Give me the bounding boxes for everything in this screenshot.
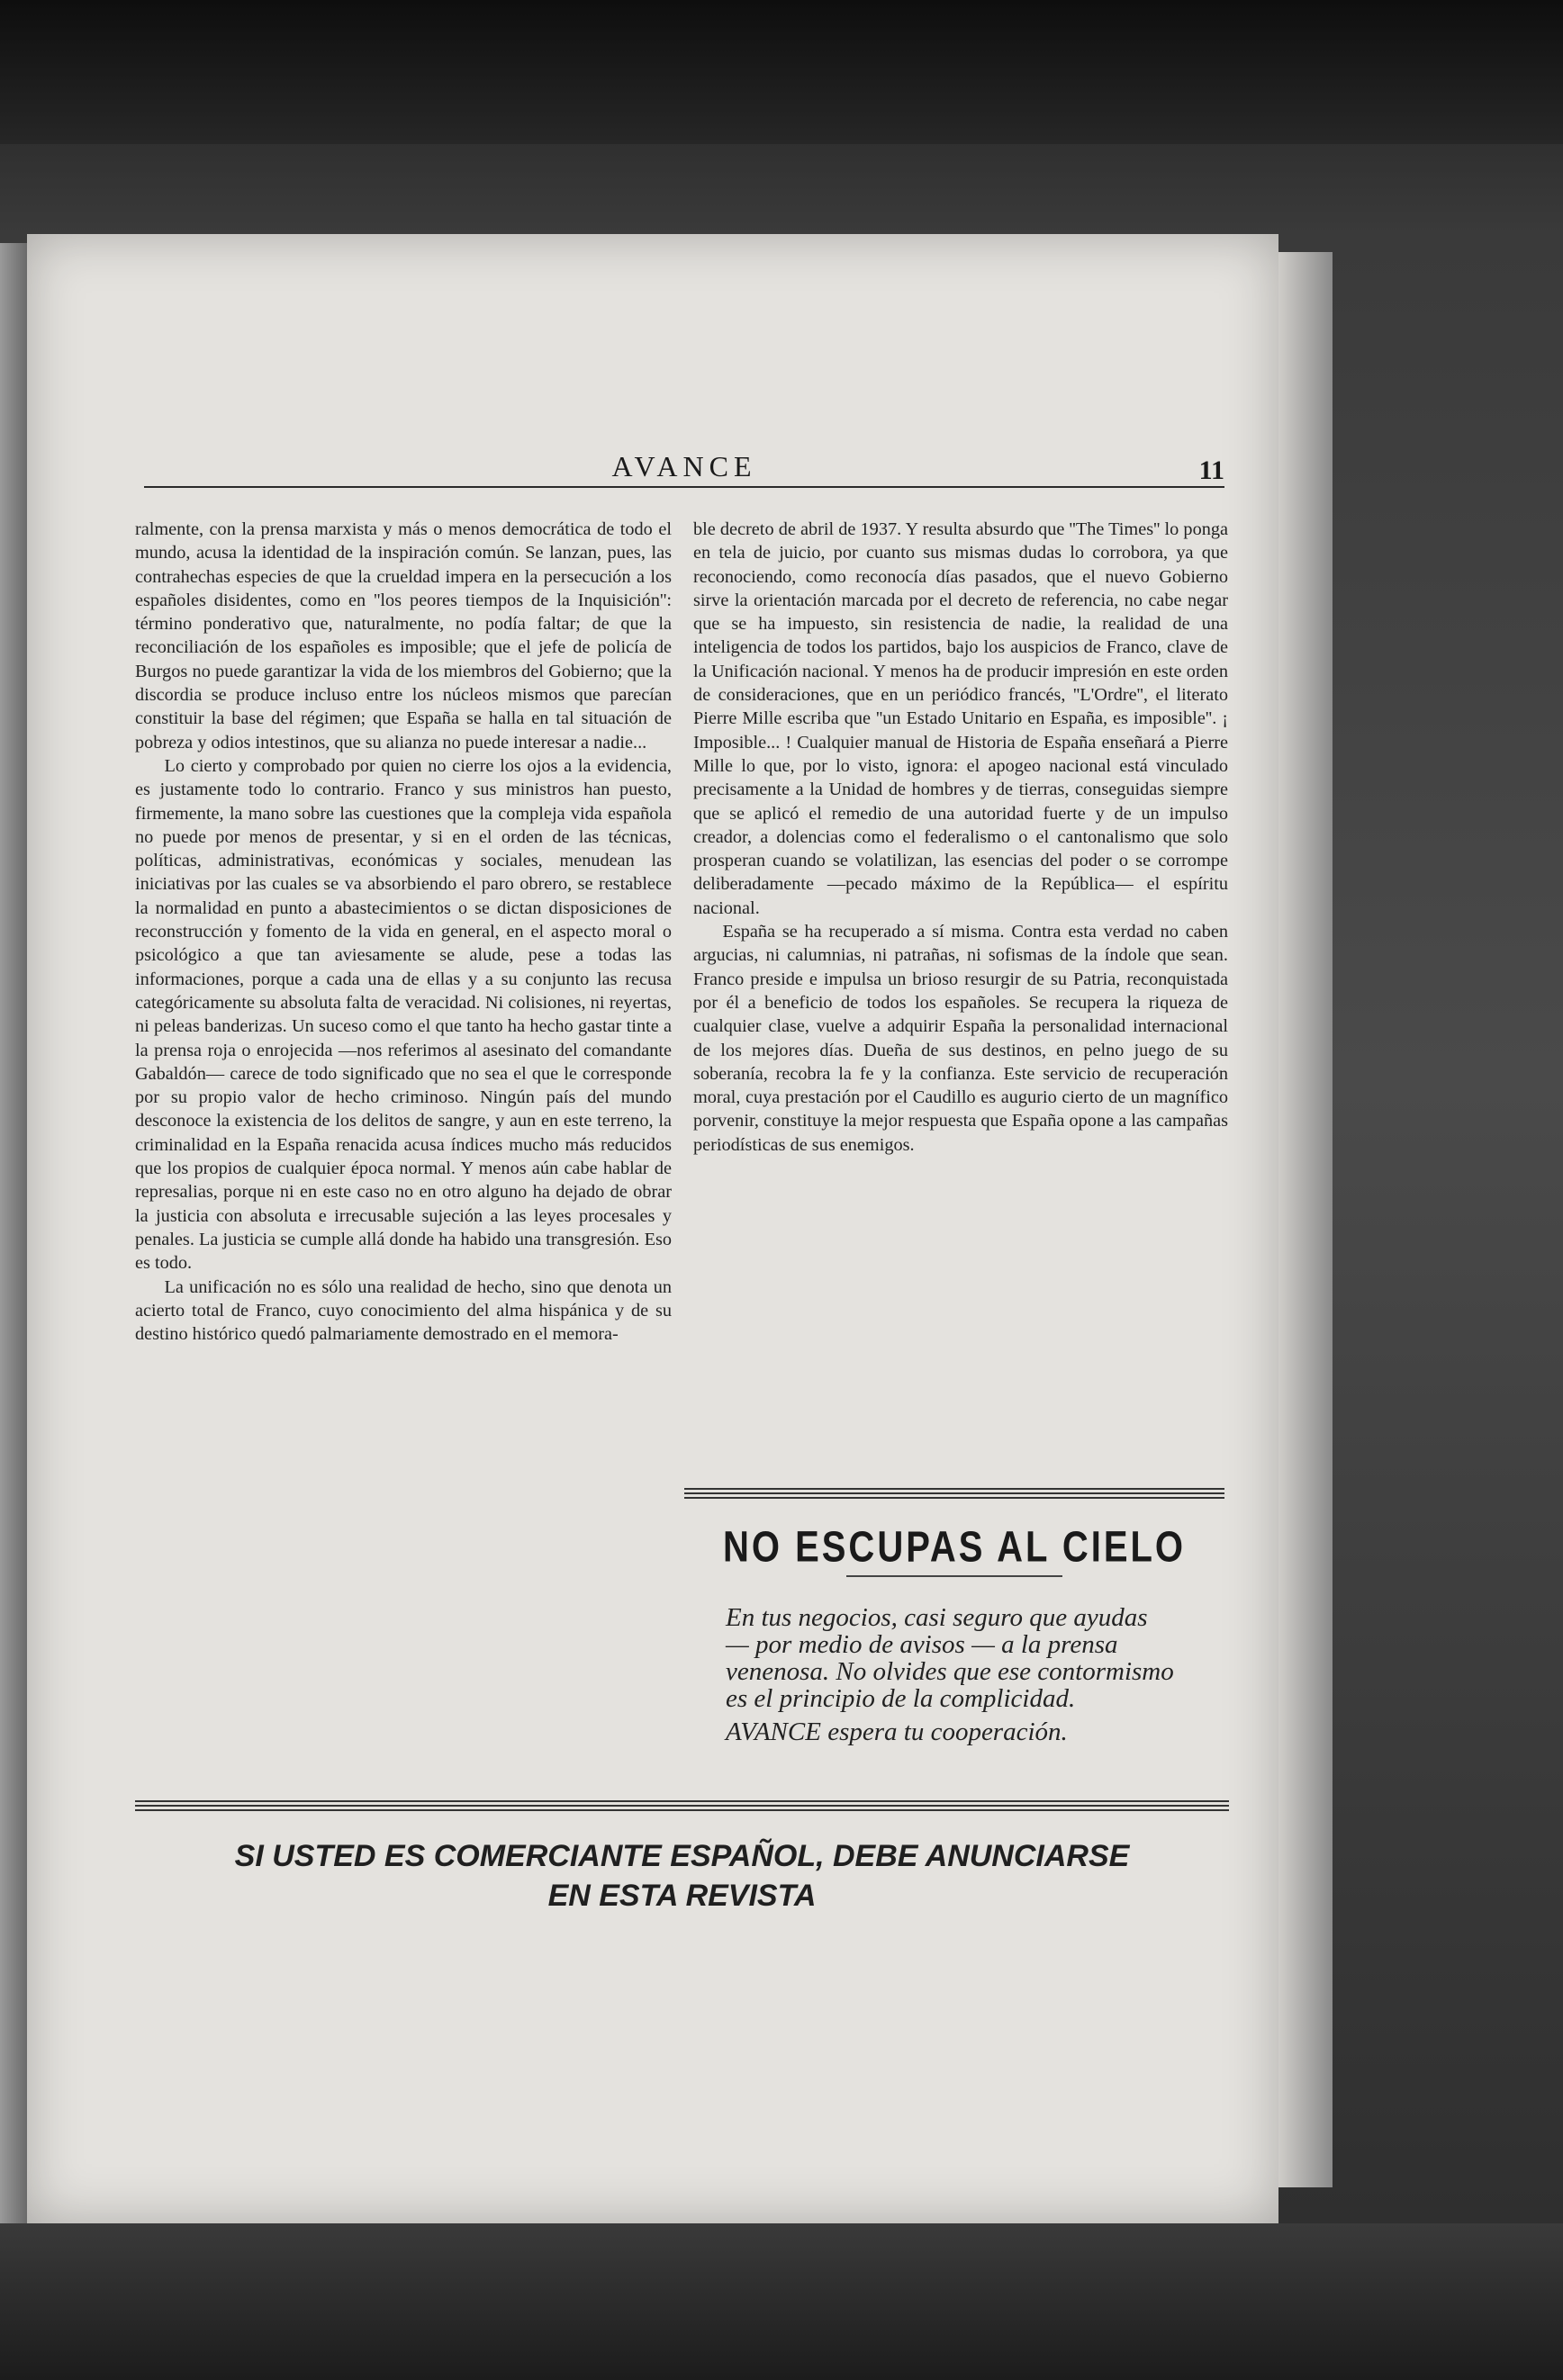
paragraph: Lo cierto y comprobado por quien no cierre los ojos a la evidencia, es justamente todo lo contrario. Franco y sus ministros han puesto, firmemente, la mano sobre las cuestiones que la compleja vida española no puede por menos de presentar, y si en el orden de las técnicas, políticas, administrativas, económicas y sociales, menudean las iniciativas por las cuales se va absorbiendo el paro obrero, se restablece la normalidad en punto a abastecimientos o se dictan disposiciones de reconstrucción y fomento de la vida en general, en el aspecto moral o psicológico a que tan aviesamente se alude, pese a todas las informaciones, porque a cada una de ellas y a su conjunto las recusa categóricamente su absoluta falta de veracidad. Ni colisiones, ni reyertas, ni peleas banderizas. Un suceso como el que tanto ha hecho gastar tinte a la prensa roja o enrojecida —nos referimos al asesinato del comandante Gabaldón— carece de todo significado que no sea el que le corresponde por su propio valor de hecho criminoso. Ningún país del mundo desconoce la existencia de los delitos de sangre, y aun en este terreno, la criminalidad en la España renacida acusa índices mucho más reducidos que los propios de cualquier época normal. Y menos aún cabe hablar de represalias, porque ni en este caso no en otro alguno ha dejado de obrar la justicia con absoluta e irrecusable sujeción a las leyes procesales y penales. La justicia se cumple allá donde ha habido una transgresión. Eso es todo. (135, 755, 672, 1274)
paragraph: La unificación no es sólo una realidad de hecho, sino que denota un acierto total de Franco, cuyo conocimiento del alma hispánica y de su destino histórico quedó palmariamente demostrado en el memora- (135, 1276, 672, 1345)
ad-text: En tus negocios, casi seguro que ayudas — por medio de avisos — a la prensa venenosa. No olvides que ese contormismo es el principio de la complicidad. (726, 1603, 1174, 1713)
rule-line (135, 1800, 1229, 1802)
running-header (144, 450, 1224, 486)
paragraph: ble decreto de abril de 1937. Y resulta absurdo que ''The Times'' lo ponga en tela de juicio, por cuanto sus mismas dudas lo corrobora, ya que reconociendo, como reconocía días pasados, que el nuevo Gobierno sirve la orientación marcada por el decreto de referencia, no cabe negar que se ha impuesto, sin resistencia de nadie, la realidad de una inteligencia de todos los partidos, bajo los auspicios de Franco, clave de la Unificación nacional. Y menos ha de producir impresión en este orden de consideraciones, que en un periódico francés, ''L'Ordre'', el literato Pierre Mille escriba que ''un Estado Unitario en España, es imposible''. ¡ Imposible... ! Cualquier manual de Historia de España enseñará a Pierre Mille lo que, por lo visto, ignora: el apogeo nacional está vinculado precisamente a la Unidad de hombres y de tierras, conseguidas siempre que se aplicó el remedio de una autoridad fuerte y de un impulso creador, a dolencias como el federalismo o el cantonalismo que solo prosperan cuando se volatilizan, las esencias del poder o se corrompe deliberadamente —pecado máximo de la República— el espíritu nacional. (693, 519, 1228, 918)
advertisement-box (684, 1488, 1224, 1794)
paragraph: ralmente, con la prensa marxista y más o menos democrática de todo el mundo, acusa la identidad de la inspiración común. Se lanzan, pues, las contrahechas especies de que la crueldad impera en la persecución a los españoles disidentes, como en ''los peores tiempos de la Inquisición'': término ponderativo que, naturalmente, no podía faltar; de que la reconciliación de los españoles es imposible; que el jefe de policía de Burgos no puede garantizar la vida de los miembros del Gobierno; que la discordia se produce incluso entre los núcleos mismos que parecían constituir la base del régimen; que España se halla en tal situación de pobreza y odios intestinos, que su alianza no puede interesar a nadie... (135, 519, 672, 753)
rule-line (135, 1805, 1229, 1807)
scan-dark-band (0, 0, 1563, 144)
commerce-note-line-1: SI USTED ES COMERCIANTE ESPAÑOL, DEBE ANUNCIARSE (234, 1839, 1130, 1873)
ad-rule (684, 1488, 1224, 1490)
article-column-left (135, 518, 672, 1346)
scan-lower-band (0, 2223, 1563, 2380)
ad-title: NO ESCUPAS AL CIELO (722, 1523, 1187, 1572)
ad-signature: AVANCE espera tu cooperación. (726, 1717, 1068, 1746)
article-column-right (693, 518, 1228, 1157)
scan-left-edge (0, 243, 27, 2223)
ad-rule (684, 1492, 1224, 1494)
scan-right-strip (1278, 252, 1333, 2187)
ad-rule (684, 1497, 1224, 1499)
commerce-note (135, 1836, 1229, 1916)
paragraph: España se ha recuperado a sí misma. Contra esta verdad no caben argucias, ni calumnias, ni patrañas, ni sofismas de la índole que sean. Franco preside e impulsa un brioso resurgir de su Patria, reconquistada por él a beneficio de todos los españoles. Se recupera la riqueza de cualquier clase, vuelve a adquirir España la personalidad internacional de los mejores días. Dueña de sus destinos, en pelno juego de su soberanía, recobra la fe y la confianza. Este servicio de recuperación moral, cuya prestación por el Caudillo es augurio cierto de un magnífico porvenir, constituye la mejor respuesta que España opone a las campañas periodísticas de sus enemigos. (693, 922, 1228, 1155)
rule-line (135, 1809, 1229, 1811)
page-number: 11 (1198, 455, 1224, 485)
bottom-rules (135, 1800, 1229, 1814)
magazine-title: AVANCE (611, 450, 757, 482)
header-rule (144, 486, 1224, 488)
commerce-note-line-2: EN ESTA REVISTA (547, 1879, 817, 1913)
ad-title-underline (846, 1575, 1062, 1577)
